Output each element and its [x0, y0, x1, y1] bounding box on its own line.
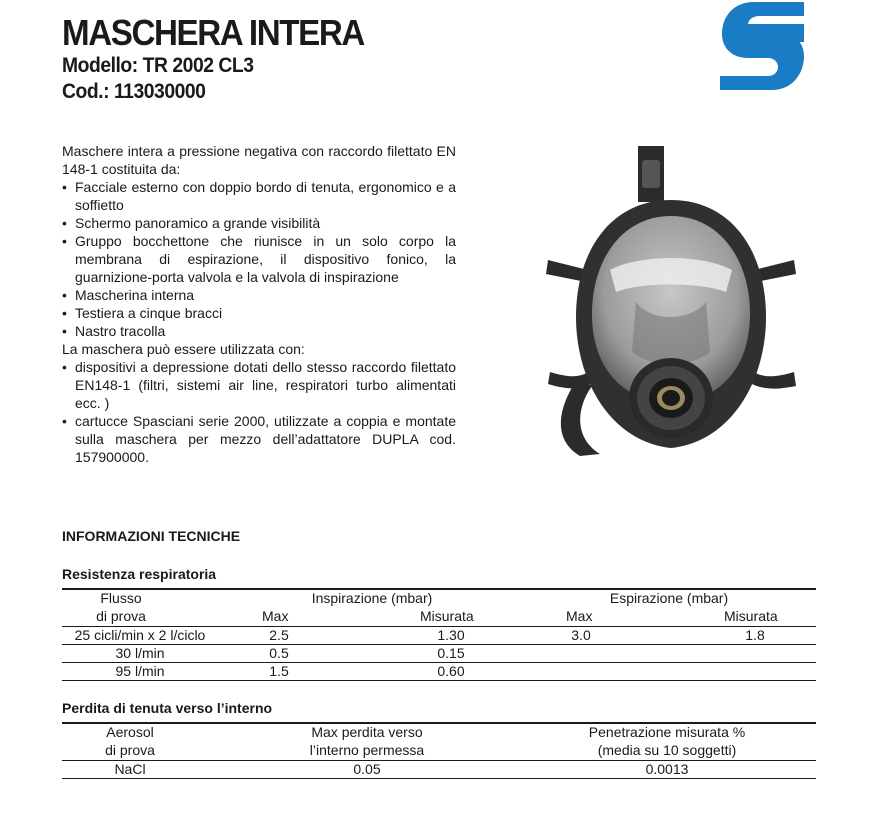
column-header: Max perdita verso: [311, 724, 423, 740]
column-header: Max: [566, 608, 593, 624]
description-intro: Maschere intera a pressione negativa con raccordo filettato EN 148-1 costituita da:: [62, 143, 456, 177]
table-cell: 0.0013: [645, 761, 689, 777]
table-cell: 0.15: [437, 645, 465, 661]
leak-table: [62, 722, 816, 782]
column-header: Max: [262, 608, 289, 624]
list-item: • Facciale esterno con doppio bordo di tenuta, ergonomico e a soffietto: [62, 178, 456, 214]
usage-intro: La maschera può essere utilizzata con:: [62, 341, 305, 357]
column-header: l’interno permessa: [309, 742, 425, 758]
column-header: Inspirazione (mbar): [311, 590, 433, 606]
feature-list: [62, 178, 456, 340]
list-item: • Mascherina interna: [62, 286, 456, 304]
table-cell: 0.60: [437, 663, 465, 679]
usage-list: [62, 358, 456, 466]
table-title: Perdita di tenuta verso l’interno: [62, 700, 273, 716]
table-cell: 2.5: [269, 627, 289, 643]
model-label: Modello: TR 2002 CL3: [62, 54, 254, 77]
product-code: Cod.: 113030000: [62, 80, 206, 103]
full-face-mask-icon: [540, 142, 802, 464]
list-item: • Schermo panoramico a grande visibilità: [62, 214, 456, 232]
column-header: Espirazione (mbar): [609, 590, 729, 606]
table-cell: 0.5: [269, 645, 289, 661]
table-cell: NaCl: [114, 761, 146, 777]
table-rule: [62, 778, 816, 779]
resistance-table: [62, 588, 816, 684]
column-header: Misurata: [420, 608, 474, 624]
column-header: di prova: [96, 608, 146, 624]
section-heading: INFORMAZIONI TECNICHE: [62, 528, 241, 544]
column-header: Penetrazione misurata %: [588, 724, 746, 740]
column-header: (media su 10 soggetti): [597, 742, 737, 758]
table-cell: 1.8: [745, 627, 765, 643]
list-item: • Testiera a cinque bracci: [62, 304, 456, 322]
table-cell: 1.5: [269, 663, 289, 679]
list-item: • dispositivi a depressione dotati dello stesso raccordo filettato EN148-1 (filtri, sistemi air line, respiratori turbo alimentati ecc. ): [62, 358, 456, 412]
column-header: Misurata: [724, 608, 778, 624]
column-header: Aerosol: [106, 724, 154, 740]
page-title: MASCHERA INTERA: [62, 12, 364, 53]
table-cell: 3.0: [571, 627, 591, 643]
table-cell: 95 l/min: [115, 663, 165, 679]
column-header: di prova: [105, 742, 155, 758]
brand-s-logo-icon: [714, 2, 804, 90]
table-cell: 0.05: [353, 761, 381, 777]
product-description: [62, 142, 456, 466]
table-title: Resistenza respiratoria: [62, 566, 217, 582]
list-item: • Nastro tracolla: [62, 322, 456, 340]
table-cell: 1.30: [437, 627, 465, 643]
table-cell: 25 cicli/min x 2 l/ciclo: [74, 627, 206, 643]
list-item: • Gruppo bocchettone che riunisce in un solo corpo la membrana di espirazione, il dispositivo fonico, la guarnizione-porta valvola e la valvola di inspirazione: [62, 232, 456, 286]
list-item: • cartucce Spasciani serie 2000, utilizzate a coppia e montate sulla maschera per mezzo dell’adattatore DUPLA cod. 157900000.: [62, 412, 456, 466]
column-header: Flusso: [100, 590, 142, 606]
table-rule: [62, 680, 816, 681]
table-cell: 30 l/min: [115, 645, 165, 661]
